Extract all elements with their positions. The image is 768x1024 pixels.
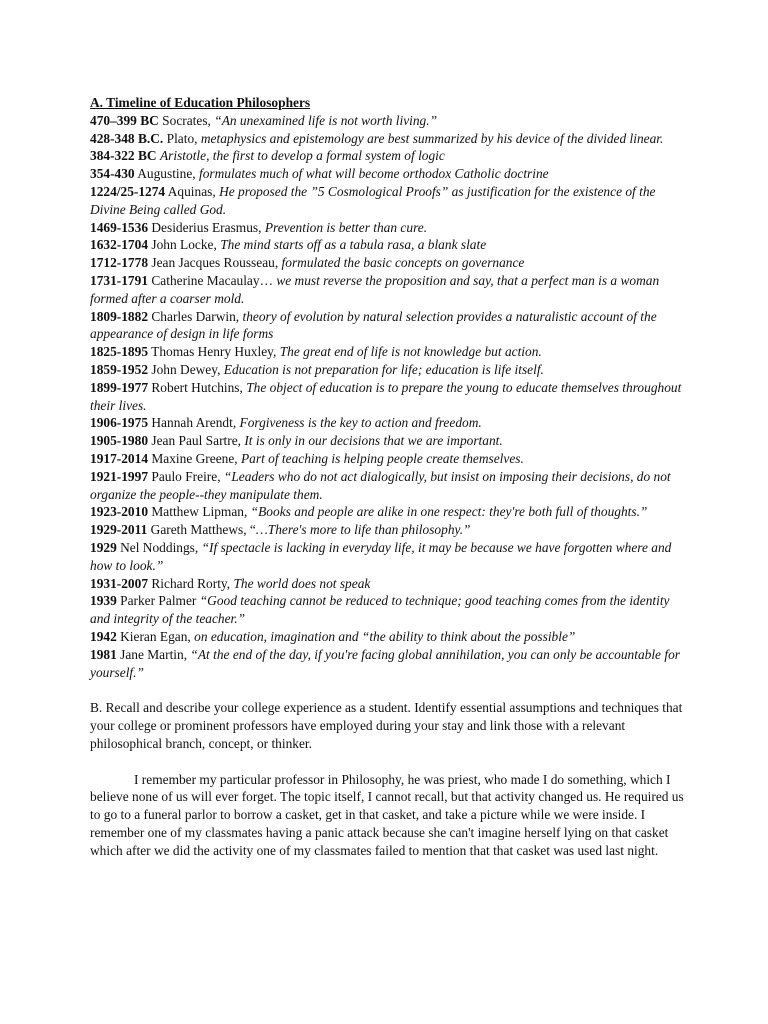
entry-philosopher: Plato, bbox=[163, 130, 201, 146]
entry-quote: He proposed the ”5 Cosmological Proofs” as justification for the existence of the Divine Being called God. bbox=[90, 183, 656, 217]
entry-years: 384-322 BC bbox=[90, 148, 157, 164]
entry-quote: …There's more to life than philosophy.” bbox=[255, 522, 471, 538]
entry-years: 1942 bbox=[90, 628, 117, 644]
entry-quote: The object of education is to prepare the young to educate themselves throughout their lives. bbox=[90, 379, 682, 413]
timeline-entry bbox=[90, 379, 690, 415]
entry-quote: metaphysics and epistemology are best summarized by his device of the divided linear. bbox=[200, 130, 664, 146]
timeline-entry bbox=[90, 503, 690, 521]
entry-quote: Aristotle, the first to develop a formal system of logic bbox=[159, 148, 445, 164]
entry-years: 1906-1975 bbox=[90, 415, 149, 431]
section-b-prompt: B. Recall and describe your college experience as a student. Identify essential assumptions and techniques that your college or prominent professors have employed during your stay and link those with a relevant philosophical branch, concept, or thinker. bbox=[90, 700, 683, 751]
entry-quote: Education is not preparation for life; education is life itself. bbox=[223, 361, 544, 377]
entry-years: 1923-2010 bbox=[90, 504, 149, 520]
essay-response: I remember my particular professor in Philosophy, he was priest, who made I do something, which I believe none of us will ever forget. The topic itself, I cannot recall, but that activity changed us. He required us to go to a funeral parlor to borrow a casket, get in that casket, and take a picture while we were inside. I remember one of my classmates having a panic attack because she can't imagine herself lying on that casket which after we did the activity one of my classmates failed to mention that that casket was used last night. bbox=[90, 771, 684, 858]
entry-years: 1931-2007 bbox=[90, 575, 149, 591]
entry-quote: The mind starts off as a tabula rasa, a blank slate bbox=[220, 237, 487, 253]
entry-years: 1712-1778 bbox=[90, 255, 149, 271]
timeline-list bbox=[90, 112, 690, 682]
timeline-entry bbox=[90, 130, 690, 148]
entry-philosopher: Gareth Matthews, “ bbox=[147, 522, 256, 538]
timeline-entry bbox=[90, 308, 690, 344]
timeline-entry bbox=[90, 468, 690, 504]
entry-years: 1929-2011 bbox=[90, 522, 148, 538]
timeline-entry bbox=[90, 628, 690, 646]
entry-philosopher: Parker Palmer bbox=[116, 593, 200, 609]
entry-philosopher: Aquinas, bbox=[165, 183, 220, 199]
timeline-entry bbox=[90, 147, 690, 165]
entry-years: 1921-1997 bbox=[90, 468, 149, 484]
entry-philosopher: Socrates, bbox=[158, 112, 215, 128]
entry-quote: formulates much of what will become orthodox Catholic doctrine bbox=[199, 166, 549, 182]
entry-philosopher: Hannah Arendt, bbox=[148, 415, 240, 431]
timeline-entry bbox=[90, 414, 690, 432]
entry-years: 1939 bbox=[90, 593, 117, 609]
timeline-entry bbox=[90, 343, 690, 361]
timeline-entry bbox=[90, 236, 690, 254]
entry-years: 354-430 bbox=[90, 166, 135, 182]
entry-philosopher: Kieran Egan, bbox=[116, 628, 195, 644]
timeline-entry bbox=[90, 165, 690, 183]
entry-philosopher: Jean Paul Sartre, bbox=[148, 433, 245, 449]
document-page bbox=[90, 94, 690, 860]
entry-philosopher: Charles Darwin, bbox=[148, 308, 243, 324]
timeline-entry bbox=[90, 361, 690, 379]
entry-quote: The great end of life is not knowledge but action. bbox=[279, 344, 542, 360]
timeline-entry bbox=[90, 254, 690, 272]
entry-philosopher: Paulo Freire, bbox=[148, 468, 224, 484]
entry-philosopher: Nel Noddings, bbox=[116, 539, 202, 555]
entry-years: 1899-1977 bbox=[90, 379, 149, 395]
timeline-entry bbox=[90, 219, 690, 237]
entry-quote: Prevention is better than cure. bbox=[264, 219, 428, 235]
entry-quote: Part of teaching is helping people create themselves. bbox=[240, 450, 524, 466]
entry-philosopher: Desiderius Erasmus, bbox=[148, 219, 265, 235]
entry-philosopher: Robert Hutchins, bbox=[148, 379, 247, 395]
entry-philosopher: Jane Martin, bbox=[116, 646, 191, 662]
timeline-entry bbox=[90, 575, 690, 593]
entry-years: 1929 bbox=[90, 539, 117, 555]
entry-years: 1905-1980 bbox=[90, 433, 149, 449]
timeline-entry bbox=[90, 539, 690, 575]
entry-quote: It is only in our decisions that we are important. bbox=[244, 433, 503, 449]
entry-years: 470–399 BC bbox=[90, 112, 159, 128]
entry-philosopher: Augustine, bbox=[134, 166, 199, 182]
entry-quote: “If spectacle is lacking in everyday life, it may be because we have forgotten where and how to look.” bbox=[90, 539, 672, 573]
entry-quote: theory of evolution by natural selection provides a naturalistic account of the appearance of design in life forms bbox=[90, 308, 657, 342]
entry-quote: “An unexamined life is not worth living.” bbox=[214, 112, 438, 128]
entry-quote: we must reverse the proposition and say, that a perfect man is a woman formed after a coarser mold. bbox=[90, 272, 660, 306]
entry-quote: The world does not speak bbox=[233, 575, 371, 591]
entry-quote: Forgiveness is the key to action and freedom. bbox=[239, 415, 482, 431]
entry-quote: “Leaders who do not act dialogically, but insist on imposing their decisions, do not organize the people--they manipulate them. bbox=[90, 468, 671, 502]
entry-years: 1981 bbox=[90, 646, 117, 662]
timeline-entry bbox=[90, 272, 690, 308]
timeline-entry bbox=[90, 521, 690, 539]
entry-philosopher: Maxine Greene, bbox=[148, 450, 241, 466]
entry-years: 428-348 B.C. bbox=[90, 130, 164, 146]
entry-years: 1825-1895 bbox=[90, 344, 149, 360]
entry-philosopher: John Locke, bbox=[148, 237, 221, 253]
entry-philosopher: Thomas Henry Huxley, bbox=[148, 344, 280, 360]
entry-quote: formulated the basic concepts on governance bbox=[281, 255, 525, 271]
entry-philosopher: John Dewey, bbox=[148, 361, 224, 377]
entry-quote: “Good teaching cannot be reduced to technique; good teaching comes from the identity and integrity of the teacher.” bbox=[90, 593, 670, 627]
entry-years: 1731-1791 bbox=[90, 272, 149, 288]
entry-years: 1859-1952 bbox=[90, 361, 149, 377]
entry-philosopher: Catherine Macaulay… bbox=[148, 272, 277, 288]
timeline-entry bbox=[90, 432, 690, 450]
entry-years: 1917-2014 bbox=[90, 450, 149, 466]
timeline-entry bbox=[90, 112, 690, 130]
entry-philosopher: Matthew Lipman, bbox=[148, 504, 251, 520]
entry-years: 1224/25-1274 bbox=[90, 183, 166, 199]
entry-quote: on education, imagination and “the ability to think about the possible” bbox=[194, 628, 576, 644]
entry-years: 1809-1882 bbox=[90, 308, 149, 324]
timeline-entry bbox=[90, 646, 690, 682]
timeline-entry bbox=[90, 183, 690, 219]
entry-philosopher: Jean Jacques Rousseau, bbox=[148, 255, 282, 271]
entry-years: 1469-1536 bbox=[90, 219, 149, 235]
timeline-entry bbox=[90, 450, 690, 468]
entry-quote: “Books and people are alike in one respect: they're both full of thoughts.” bbox=[250, 504, 648, 520]
entry-quote: “At the end of the day, if you're facing global annihilation, you can only be accountable for yourself.” bbox=[90, 646, 680, 680]
entry-years: 1632-1704 bbox=[90, 237, 149, 253]
section-a-heading: A. Timeline of Education Philosophers bbox=[90, 95, 311, 110]
timeline-entry bbox=[90, 592, 690, 628]
entry-philosopher: Richard Rorty, bbox=[148, 575, 234, 591]
